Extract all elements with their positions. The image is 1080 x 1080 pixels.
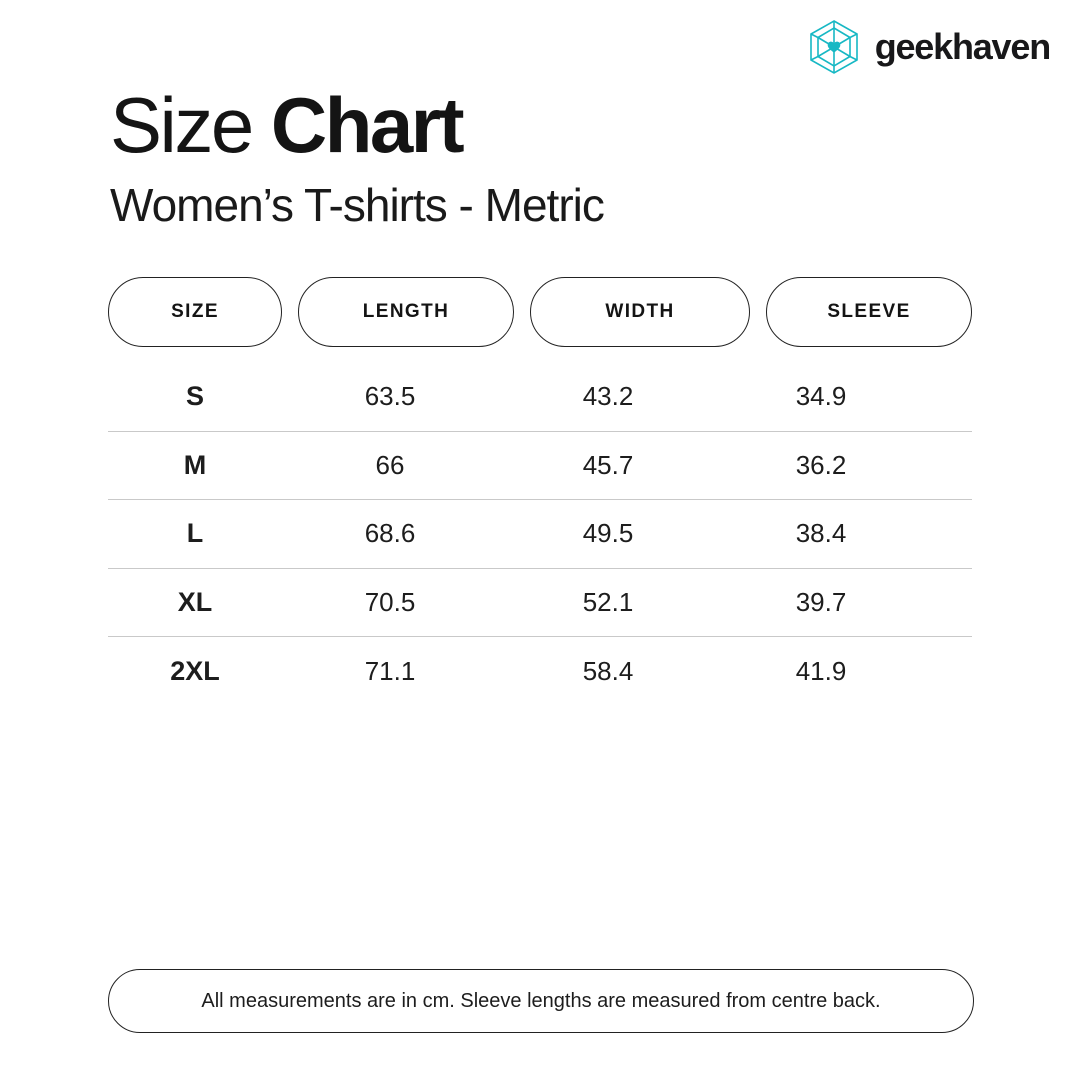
cell-size: M [183, 449, 207, 480]
cell-width: 45.7 [582, 449, 634, 480]
cell-sleeve: 36.2 [795, 449, 847, 480]
cell-size: 2XL [170, 655, 220, 686]
brand-logo [805, 18, 1050, 76]
cell-size: S [185, 381, 204, 412]
column-header-size: SIZE [108, 277, 282, 347]
cell-width: 43.2 [582, 381, 634, 412]
column-header-length: LENGTH [298, 277, 514, 347]
table-row [108, 569, 972, 638]
cell-length: 63.5 [364, 381, 416, 412]
cell-sleeve: 38.4 [795, 518, 847, 549]
cell-size: XL [177, 586, 213, 617]
size-table [108, 363, 972, 706]
table-row [108, 500, 972, 569]
brand-name: geekhaven [874, 26, 1050, 67]
table-header-row [108, 277, 972, 347]
cell-width: 58.4 [582, 655, 634, 686]
page-subtitle: Women’s T-shirts - Metric [110, 178, 604, 231]
cell-size: L [186, 518, 204, 549]
cell-sleeve: 41.9 [795, 655, 847, 686]
cell-width: 52.1 [582, 586, 634, 617]
page-title [110, 81, 604, 169]
measurement-note: All measurements are in cm. Sleeve lengths are measured from centre back. [108, 969, 974, 1033]
column-header-width: WIDTH [530, 277, 750, 347]
cell-length: 71.1 [364, 655, 416, 686]
table-row [108, 432, 972, 501]
cell-length: 70.5 [364, 586, 416, 617]
cell-width: 49.5 [582, 518, 634, 549]
column-header-sleeve: SLEEVE [766, 277, 972, 347]
cell-length: 66 [375, 449, 405, 480]
cell-sleeve: 39.7 [795, 586, 847, 617]
geodesic-heart-icon [805, 18, 863, 76]
page-title-light: Size [110, 81, 252, 169]
table-row [108, 363, 972, 432]
table-row [108, 637, 972, 706]
page-title-bold: Chart [270, 81, 463, 169]
cell-sleeve: 34.9 [795, 381, 847, 412]
title-block [110, 81, 604, 232]
cell-length: 68.6 [364, 518, 416, 549]
